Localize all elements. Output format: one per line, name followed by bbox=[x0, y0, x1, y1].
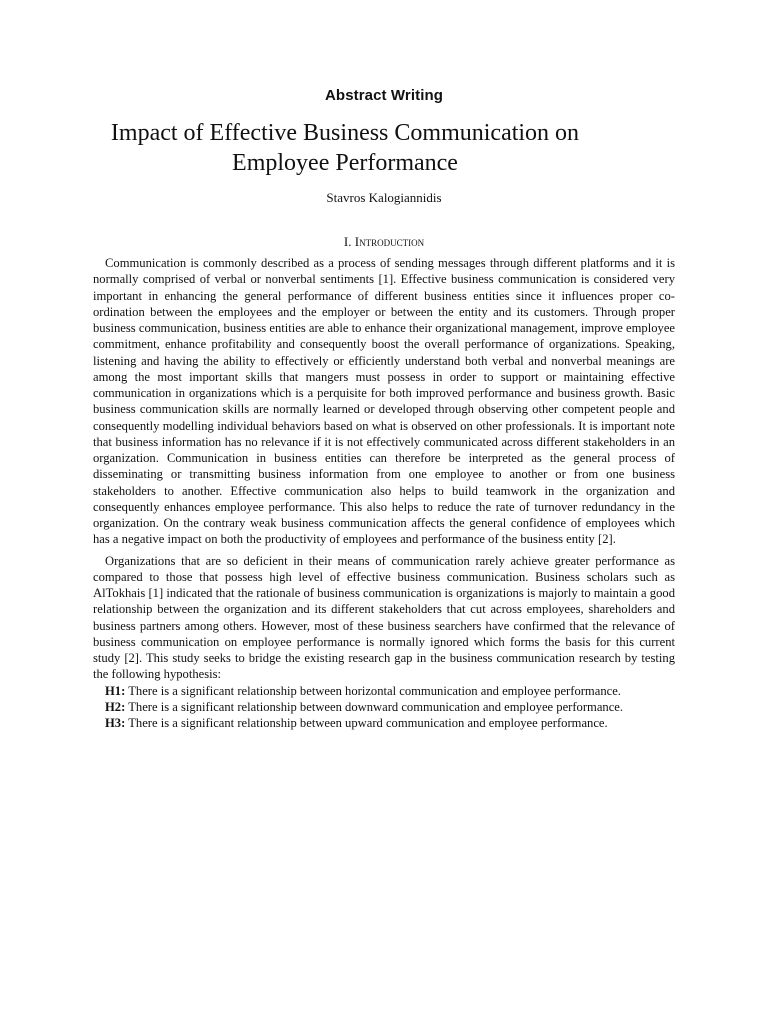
hypothesis-item bbox=[93, 683, 675, 699]
paper-title-line-2: Employee Performance bbox=[232, 150, 458, 176]
document-label: Abstract Writing bbox=[325, 87, 443, 104]
author-name: Stavros Kalogiannidis bbox=[326, 190, 442, 205]
paper-title-line-1: Impact of Effective Business Communication on bbox=[110, 120, 580, 146]
hypothesis-label: H2: bbox=[105, 699, 126, 714]
hypothesis-text: There is a significant relationship between horizontal communication and employee performance. bbox=[128, 683, 621, 698]
section-heading: I. Introduction bbox=[343, 234, 425, 249]
hypothesis-item bbox=[93, 715, 675, 731]
hypothesis-text: There is a significant relationship between downward communication and employee performance. bbox=[128, 699, 624, 714]
hypothesis-label: H1: bbox=[105, 683, 126, 698]
paragraph: Communication is commonly described as a process of sending messages through different platforms and it is normally comprised of verbal or nonverbal sentiments [1]. Effective business communication is considered very important in enhancing the general performance of different business entities since it influences proper co-ordination between the employees and the employer or between the entity and its customers. Through proper business communication, business entities are able to enhance their organizational management, improve employee commitment, enhance profitability and consequently boost the overall performance of organizations. Speaking, listening and having the ability to effectively or efficiently understand both verbal and nonverbal meanings are among the most important skills that mangers must possess in order to support or maintaining effective communication in organizations which is a perquisite for both improved performance and business growth. Basic business communication skills are normally learned or developed through observing other competent people and consequently modelling individual behaviors based on what is observed on other professionals. It is important note that business information has no relevance if it is not effectively communicated across different stakeholders in an organization. Communication in business entities can therefore be interpreted as the general process of disseminating or transmitting business information from one employee to another or from one business stakeholders to another. Effective communication also helps to build teamwork in the organization and consequently enhances employee performance. This also helps to reduce the rate of turnover redundancy in the organization. On the contrary weak business communication affects the general confidence of employees which has a negative impact on both the productivity of employees and performance of the business entity [2]. bbox=[93, 256, 675, 547]
paper-title bbox=[70, 118, 620, 178]
body-text bbox=[93, 255, 675, 731]
paragraph: Organizations that are so deficient in their means of communication rarely achieve greater performance as compared to those that possess high level of effective business communication. Business scholars such as AlTokhais [1] indicated that the rationale of business communication is organizations is majorly to maintain a good relationship between the organization and its different stakeholders that cut across employees, shareholders and business partners among others. However, most of these business searchers have confirmed that the relevance of business communication on employee performance is normally ignored which forms the basis for this current study [2]. This study seeks to bridge the existing research gap in the business communication research by testing the following hypothesis: bbox=[93, 553, 675, 682]
hypothesis-item bbox=[93, 699, 675, 715]
hypothesis-text: There is a significant relationship between upward communication and employee performance. bbox=[128, 716, 608, 730]
hypothesis-label: H3: bbox=[105, 716, 126, 730]
